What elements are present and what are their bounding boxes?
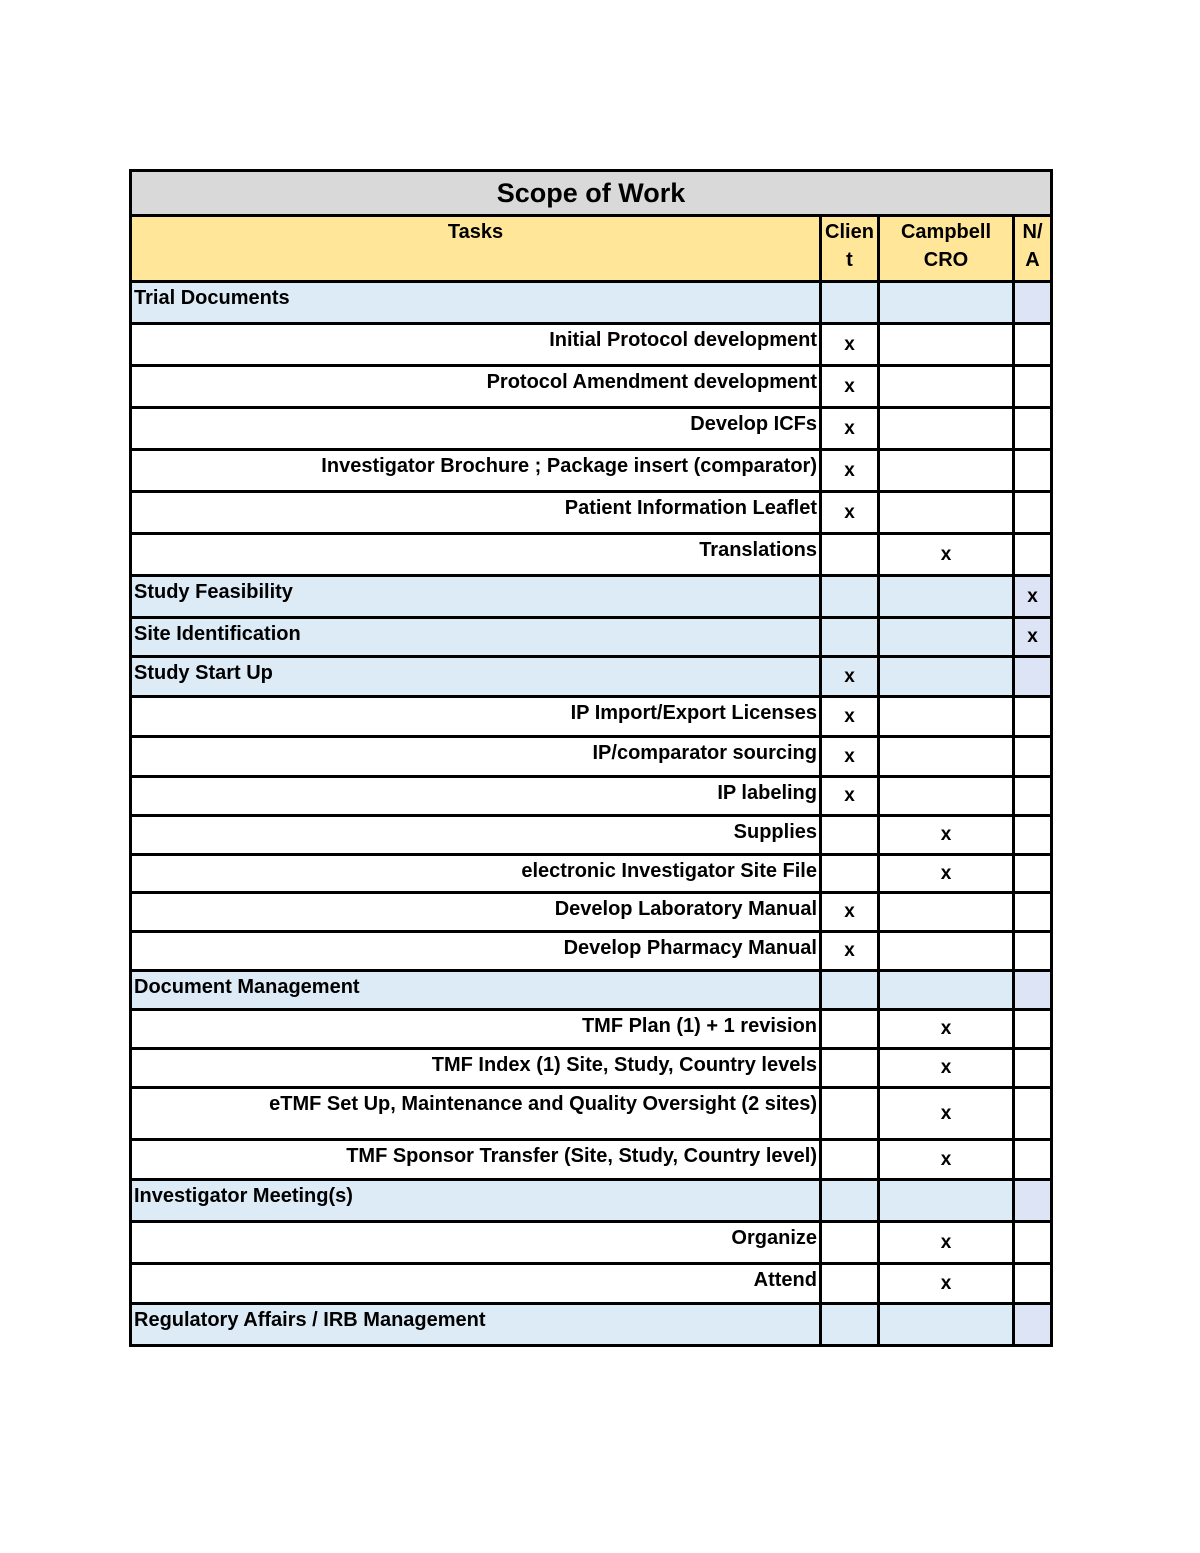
task-label: Organize xyxy=(131,1222,821,1264)
campbell-cro-cell xyxy=(879,366,1014,408)
campbell-cro-cell xyxy=(879,450,1014,492)
client-cell xyxy=(821,1264,879,1304)
na-cell xyxy=(1014,366,1052,408)
task-row xyxy=(131,1264,1052,1304)
na-cell xyxy=(1014,1088,1052,1140)
client-cell: x xyxy=(821,777,879,816)
client-cell xyxy=(821,1222,879,1264)
section-label: Study Start Up xyxy=(131,657,821,697)
campbell-cro-cell xyxy=(879,1304,1014,1346)
na-cell xyxy=(1014,408,1052,450)
na-cell xyxy=(1014,777,1052,816)
client-cell xyxy=(821,971,879,1010)
client-cell: x xyxy=(821,366,879,408)
task-label: Develop Laboratory Manual xyxy=(131,893,821,932)
client-header: Client xyxy=(821,216,879,282)
section-row xyxy=(131,971,1052,1010)
na-cell xyxy=(1014,932,1052,971)
na-cell xyxy=(1014,893,1052,932)
section-row xyxy=(131,1180,1052,1222)
campbell-cro-cell xyxy=(879,408,1014,450)
task-label: TMF Plan (1) + 1 revision xyxy=(131,1010,821,1049)
client-cell xyxy=(821,534,879,576)
task-row xyxy=(131,408,1052,450)
client-cell xyxy=(821,576,879,618)
client-cell: x xyxy=(821,450,879,492)
na-cell xyxy=(1014,1264,1052,1304)
task-label: Patient Information Leaflet xyxy=(131,492,821,534)
table-body xyxy=(131,282,1052,1346)
na-cell xyxy=(1014,1180,1052,1222)
section-row xyxy=(131,282,1052,324)
task-row xyxy=(131,1049,1052,1088)
na-cell xyxy=(1014,1140,1052,1180)
client-cell: x xyxy=(821,737,879,777)
client-cell: x xyxy=(821,697,879,737)
task-row xyxy=(131,893,1052,932)
task-row xyxy=(131,366,1052,408)
campbell-cro-cell xyxy=(879,618,1014,657)
task-label: Develop Pharmacy Manual xyxy=(131,932,821,971)
task-row xyxy=(131,932,1052,971)
task-row xyxy=(131,855,1052,893)
task-row xyxy=(131,534,1052,576)
campbell-cro-cell: x xyxy=(879,855,1014,893)
campbell-cro-cell xyxy=(879,657,1014,697)
task-row xyxy=(131,1088,1052,1140)
section-label: Document Management xyxy=(131,971,821,1010)
na-cell xyxy=(1014,657,1052,697)
title-row xyxy=(131,171,1052,216)
client-cell xyxy=(821,1049,879,1088)
client-cell: x xyxy=(821,408,879,450)
campbell-cro-header: Campbell CRO xyxy=(879,216,1014,282)
task-row xyxy=(131,324,1052,366)
section-row xyxy=(131,618,1052,657)
na-cell: x xyxy=(1014,618,1052,657)
task-label: Supplies xyxy=(131,816,821,855)
section-row xyxy=(131,576,1052,618)
task-row xyxy=(131,737,1052,777)
campbell-cro-cell: x xyxy=(879,1264,1014,1304)
task-label: Investigator Brochure ; Package insert (comparator) xyxy=(131,450,821,492)
task-label: Initial Protocol development xyxy=(131,324,821,366)
na-cell xyxy=(1014,697,1052,737)
task-label: Translations xyxy=(131,534,821,576)
campbell-cro-cell: x xyxy=(879,1010,1014,1049)
campbell-cro-cell xyxy=(879,324,1014,366)
section-row xyxy=(131,657,1052,697)
na-cell xyxy=(1014,492,1052,534)
campbell-cro-cell: x xyxy=(879,534,1014,576)
campbell-cro-cell xyxy=(879,1180,1014,1222)
campbell-cro-cell: x xyxy=(879,1088,1014,1140)
client-cell xyxy=(821,1180,879,1222)
task-label: Protocol Amendment development xyxy=(131,366,821,408)
na-cell xyxy=(1014,971,1052,1010)
na-cell: x xyxy=(1014,576,1052,618)
na-cell xyxy=(1014,1010,1052,1049)
task-label: IP labeling xyxy=(131,777,821,816)
task-row xyxy=(131,1010,1052,1049)
task-label: Develop ICFs xyxy=(131,408,821,450)
campbell-cro-cell xyxy=(879,971,1014,1010)
na-cell xyxy=(1014,1222,1052,1264)
section-label: Site Identification xyxy=(131,618,821,657)
na-cell xyxy=(1014,1304,1052,1346)
task-label: IP Import/Export Licenses xyxy=(131,697,821,737)
task-row xyxy=(131,1222,1052,1264)
task-row xyxy=(131,816,1052,855)
campbell-cro-cell: x xyxy=(879,1049,1014,1088)
client-cell: x xyxy=(821,657,879,697)
tasks-header: Tasks xyxy=(131,216,821,282)
client-cell xyxy=(821,1304,879,1346)
table-title: Scope of Work xyxy=(131,171,1052,216)
scope-of-work-table xyxy=(129,169,1053,1347)
task-label: electronic Investigator Site File xyxy=(131,855,821,893)
na-cell xyxy=(1014,1049,1052,1088)
client-cell xyxy=(821,855,879,893)
client-cell xyxy=(821,618,879,657)
campbell-cro-cell xyxy=(879,737,1014,777)
task-row xyxy=(131,450,1052,492)
campbell-cro-cell xyxy=(879,932,1014,971)
section-label: Trial Documents xyxy=(131,282,821,324)
client-cell: x xyxy=(821,932,879,971)
header-row xyxy=(131,216,1052,282)
client-cell: x xyxy=(821,324,879,366)
task-label: IP/comparator sourcing xyxy=(131,737,821,777)
na-cell xyxy=(1014,534,1052,576)
na-cell xyxy=(1014,737,1052,777)
section-label: Study Feasibility xyxy=(131,576,821,618)
client-cell: x xyxy=(821,893,879,932)
na-cell xyxy=(1014,855,1052,893)
na-cell xyxy=(1014,816,1052,855)
na-cell xyxy=(1014,324,1052,366)
client-cell: x xyxy=(821,492,879,534)
campbell-cro-cell xyxy=(879,492,1014,534)
campbell-cro-cell xyxy=(879,777,1014,816)
section-label: Investigator Meeting(s) xyxy=(131,1180,821,1222)
task-row xyxy=(131,777,1052,816)
campbell-cro-cell: x xyxy=(879,1140,1014,1180)
task-label: TMF Index (1) Site, Study, Country levels xyxy=(131,1049,821,1088)
task-row xyxy=(131,492,1052,534)
section-label: Regulatory Affairs / IRB Management xyxy=(131,1304,821,1346)
client-cell xyxy=(821,1010,879,1049)
na-cell xyxy=(1014,450,1052,492)
task-label: Attend xyxy=(131,1264,821,1304)
client-cell xyxy=(821,1088,879,1140)
campbell-cro-cell: x xyxy=(879,1222,1014,1264)
section-row xyxy=(131,1304,1052,1346)
client-cell xyxy=(821,1140,879,1180)
client-cell xyxy=(821,282,879,324)
campbell-cro-cell xyxy=(879,697,1014,737)
task-row xyxy=(131,697,1052,737)
campbell-cro-cell xyxy=(879,282,1014,324)
na-cell xyxy=(1014,282,1052,324)
campbell-cro-cell xyxy=(879,576,1014,618)
client-cell xyxy=(821,816,879,855)
na-header: N/A xyxy=(1014,216,1052,282)
task-label: TMF Sponsor Transfer (Site, Study, Country level) xyxy=(131,1140,821,1180)
campbell-cro-cell xyxy=(879,893,1014,932)
task-label: eTMF Set Up, Maintenance and Quality Oversight (2 sites) xyxy=(131,1088,821,1140)
campbell-cro-cell: x xyxy=(879,816,1014,855)
task-row xyxy=(131,1140,1052,1180)
